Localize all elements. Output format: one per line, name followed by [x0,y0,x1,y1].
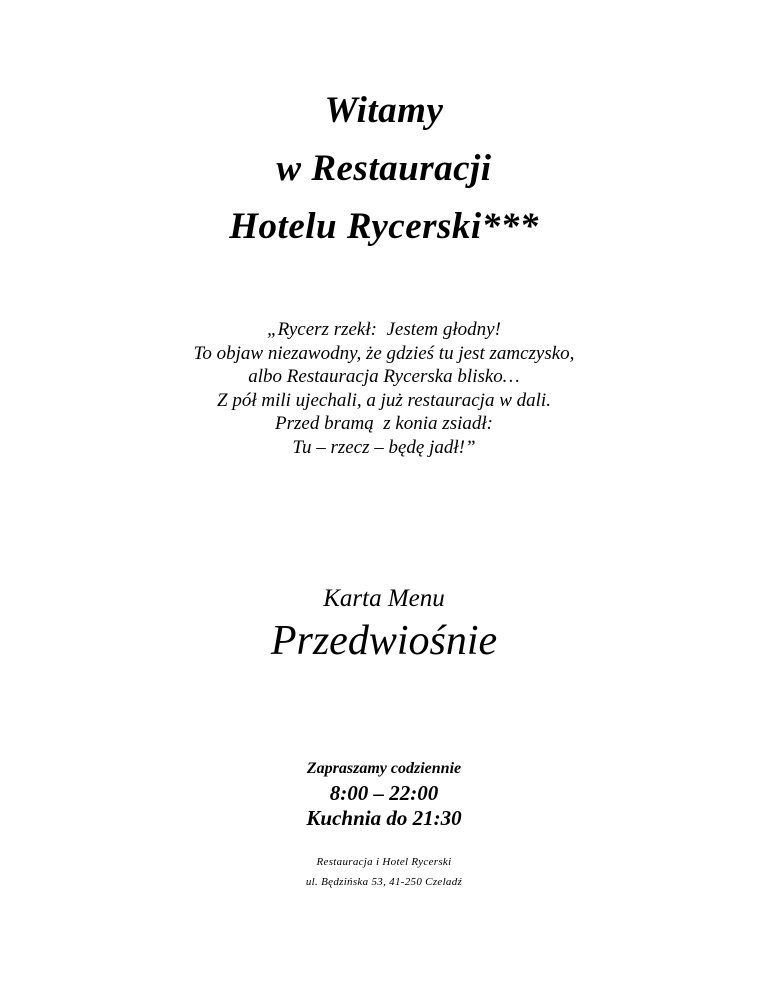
welcome-line: Hotelu Rycerski*** [229,206,539,247]
poem-line: „Rycerz rzekł: Jestem głodny! [267,319,501,340]
poem-line: Z pół mili ujechali, a już restauracja w dali. [217,389,551,411]
welcome-line: w Restauracji [276,148,492,189]
menu-season-title: Przedwiośnie [270,618,498,664]
footer-address: ul. Będzińska 53, 41-250 Czeladź [305,876,463,888]
poem-line: Przed bramą z konia zsiadł: [275,413,493,434]
opening-hours: 8:00 – 22:00 [329,781,439,805]
poem-quote [0,318,768,459]
poem-line: To objaw niezawodny, że gdzieś tu jest zamczysko, [193,342,575,364]
poem-line: Tu – rzecz – będę jadł!” [292,436,476,458]
poem-line: albo Restauracja Rycerska blisko… [248,366,520,387]
kitchen-hours: Kuchnia do 21:30 [306,806,462,830]
footer-restaurant-name: Restauracja i Hotel Rycerski [316,856,452,868]
welcome-heading [0,82,768,256]
opening-invite: Zapraszamy codziennie [306,760,462,777]
menu-label: Karta Menu [323,585,445,612]
welcome-line: Witamy [324,90,444,131]
